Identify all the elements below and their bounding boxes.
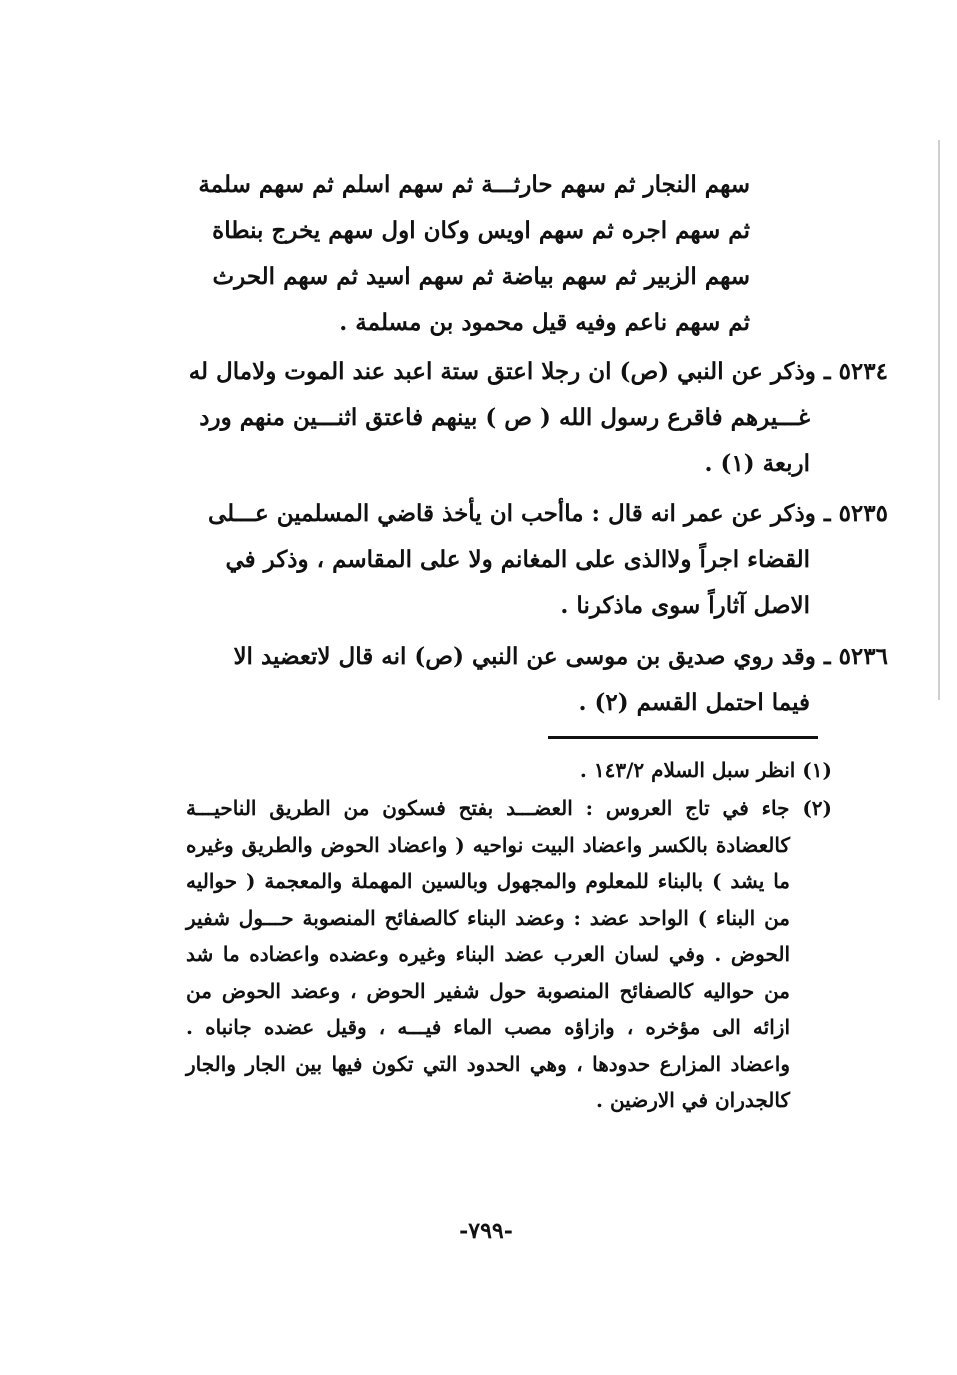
paragraph-continuation: [190, 162, 750, 346]
footnote-text: (١) انظر سبل السلام ١٤٣/٢ .: [579, 758, 832, 782]
footnote-divider: [548, 736, 818, 739]
paragraph-5234: [188, 349, 888, 487]
paragraph-text: ٥٢٣٤ ـ وذكر عن النبي (ص) ان رجلا اعتق ستة اعبد عند الموت ولامال له غـــيرهم فاقرع رسول الله ( ص ) بينهم فاعتق اثنـــين منهم ورد اربعة (١) .: [188, 358, 888, 477]
paragraph-text: ٥٢٣٥ ـ وذكر عن عمر انه قال : ماأحب ان يأخذ قاضي المسلمين عـــلى القضاء اجراً ولاالذى على المغانم ولا على المقاسم ، وذكر في الاصل آثاراً سوى ماذكرنا .: [207, 500, 888, 619]
footnote-2: [186, 790, 832, 1119]
page-number: -٧٩٩-: [459, 1218, 513, 1244]
paragraph-text: ٥٢٣٦ ـ وقد روي صديق بن موسى عن النبي (ص) انه قال لاتعضيد الا فيما احتمل القسم (٢) .: [233, 643, 888, 716]
footnote-text: (٢) جاء في تاج العروس : العضـــد بفتح فسكون من الطريق الناحيـــة كالعضادة بالكسر واعضاد البيت نواحيه ( واعضاد الحوض والطريق وغيره ما يشد ) بالبناء للمعلوم والمجهول وبالسين المهملة والمعجمة ( حواليه من البناء ) الواحد عضد : وعضد البناء كالصفائح المنصوبة حـــول شفير الحوض . وفي لسان العرب عضد البناء وغيره وعضده واعضاده ما شد من حواليه كالصفائح المنصوبة حول شفير الحوض ، وعضد الحوض من ازائه الى مؤخره ، وازاؤه مصب الماء فيـــه ، وقيل عضده جانباه . واعضاد المزارع حدودها ، وهي الحدود التي تكون فيها بين الجار والجار كالجدران في الارضين .: [186, 796, 832, 1112]
paragraph-5236: [188, 634, 888, 726]
paragraph-5235: [188, 491, 888, 629]
footnote-1: [186, 752, 832, 789]
scan-margin-line: [938, 140, 940, 700]
paragraph-text: سهم النجار ثم سهم حارثـــة ثم سهم اسلم ثم سهم سلمة ثم سهم اجره ثم سهم اويس وكان اول سهم يخرج بنطاة سهم الزبير ثم سهم بياضة ثم سهم اسيد ثم سهم الحرث ثم سهم ناعم وفيه قيل محمود بن مسلمة .: [198, 171, 750, 336]
